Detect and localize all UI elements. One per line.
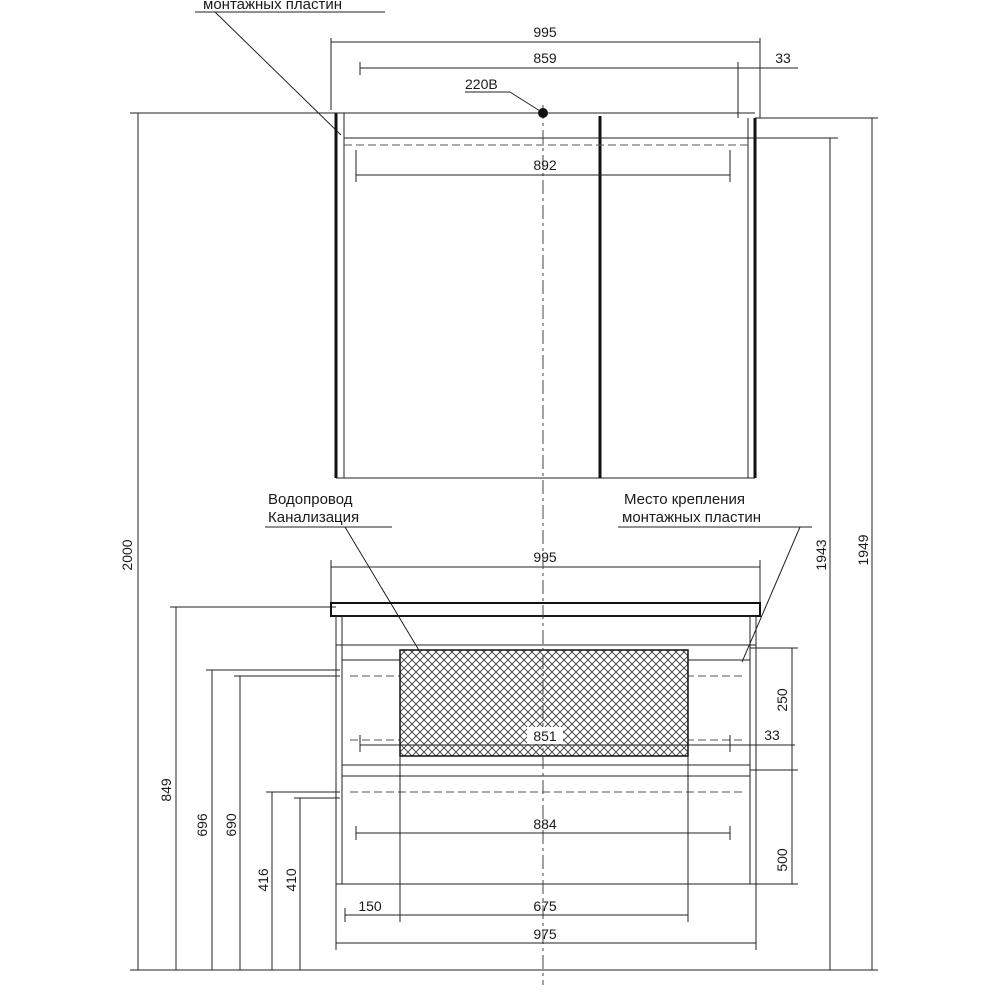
mirror-dimensions	[331, 24, 798, 182]
mount-place-label: Место крепления	[624, 491, 745, 508]
vanity-width-value: 995	[533, 549, 557, 565]
pipe-offset-value: 150	[358, 898, 382, 914]
power-outlet-dot	[538, 108, 548, 118]
height-696-value: 696	[194, 813, 210, 837]
height-849-value: 849	[158, 778, 174, 802]
pipe-width-value: 675	[533, 898, 557, 914]
drawer-height-value: 250	[774, 688, 790, 712]
height-1943-value: 1943	[813, 539, 829, 571]
mirror-shelf-value: 892	[533, 157, 557, 173]
drawer-inner-value: 851	[533, 728, 557, 744]
mount-plates-top-label: монтажных пластин	[203, 0, 342, 13]
mirror-offset-value: 33	[775, 50, 791, 66]
height-1949-value: 1949	[855, 534, 871, 566]
drawer-offset-value: 33	[764, 727, 780, 743]
power-label: 220В	[465, 76, 498, 92]
countertop	[331, 603, 760, 616]
base-width-value: 975	[533, 926, 557, 942]
height-690-value: 690	[223, 813, 239, 837]
left-height-dimensions	[119, 113, 878, 970]
total-height-value: 2000	[119, 539, 135, 571]
mount-plates-callout	[618, 491, 812, 662]
sewage-label: Канализация	[268, 509, 360, 526]
mirror-width-value: 995	[533, 24, 557, 40]
mirror-inner-value: 859	[533, 50, 557, 66]
height-410-value: 410	[283, 868, 299, 892]
right-height-dimensions	[748, 118, 878, 970]
water-supply-label: Водопровод	[268, 491, 353, 508]
lower-height-value: 500	[774, 848, 790, 872]
mount-plates-label: монтажных пластин	[622, 509, 761, 526]
height-416-value: 416	[255, 868, 271, 892]
lower-inner-value: 884	[533, 816, 557, 832]
mount-plates-top-callout	[195, 0, 385, 135]
